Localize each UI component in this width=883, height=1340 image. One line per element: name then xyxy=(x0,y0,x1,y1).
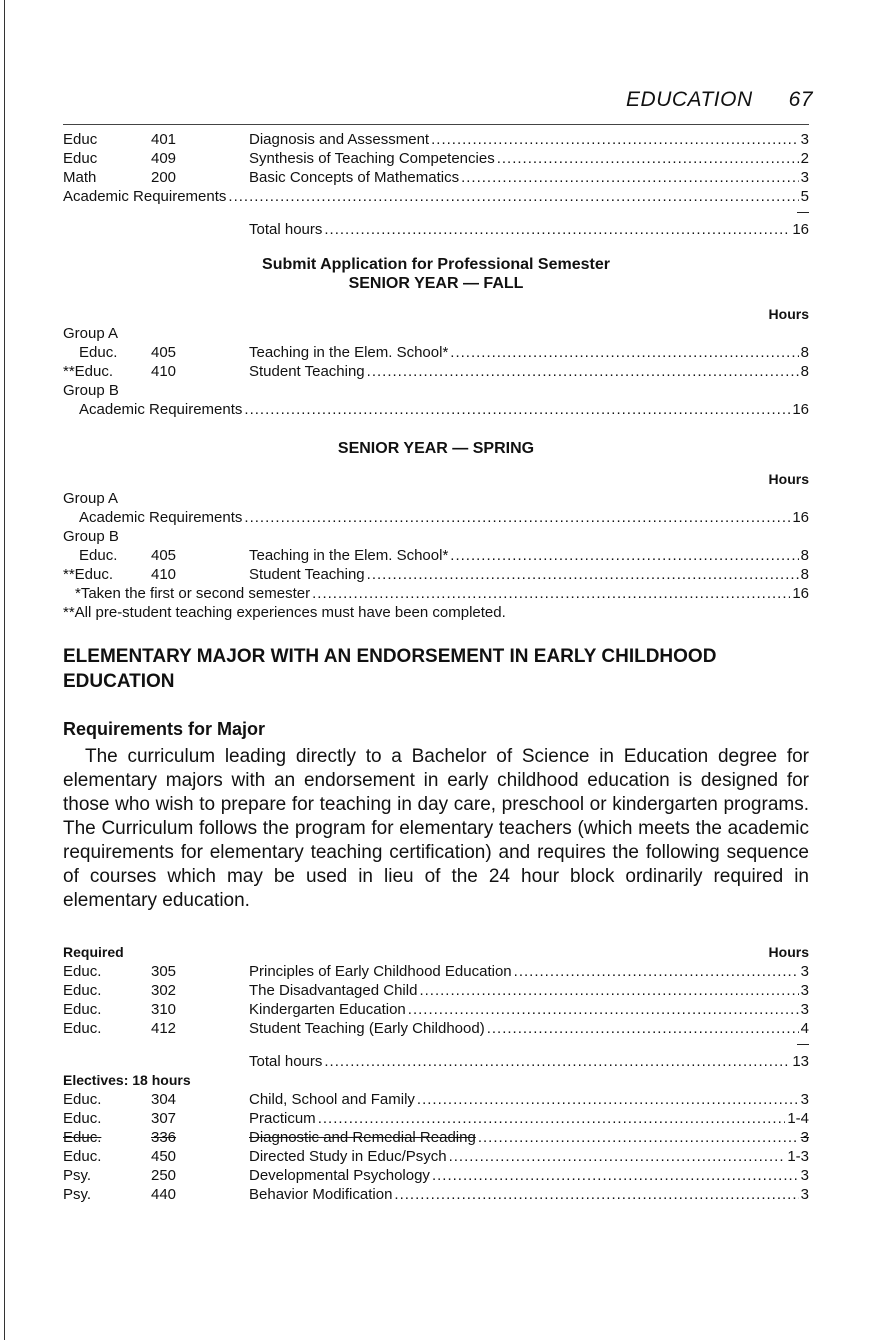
course-row xyxy=(63,1000,809,1019)
required-header-row xyxy=(63,943,809,962)
academic-label: Academic Requirements xyxy=(79,509,243,526)
course-title: Developmental Psychology xyxy=(249,1167,430,1184)
course-row xyxy=(63,565,809,584)
course-title: Diagnostic and Remedial Reading xyxy=(249,1129,476,1146)
course-title: Practicum xyxy=(249,1110,316,1127)
course-number: 304 xyxy=(151,1091,177,1108)
course-row xyxy=(63,149,809,168)
course-hours: 3 xyxy=(800,1167,809,1184)
course-title: Principles of Early Childhood Education xyxy=(249,963,512,980)
hours-column-label: Hours xyxy=(768,944,809,960)
course-number: 405 xyxy=(151,547,177,564)
course-number: 440 xyxy=(151,1186,177,1203)
course-number: 409 xyxy=(151,150,177,167)
top-course-list xyxy=(63,130,809,239)
course-title: Diagnosis and Assessment xyxy=(249,131,430,148)
course-number: 310 xyxy=(151,1001,177,1018)
course-subject: Educ xyxy=(63,150,98,167)
course-hours: 2 xyxy=(800,150,809,167)
required-label: Required xyxy=(63,944,124,960)
course-subject: Psy. xyxy=(63,1167,92,1184)
course-number: 250 xyxy=(151,1167,177,1184)
group-a-label: Group A xyxy=(63,325,119,342)
course-number: 410 xyxy=(151,566,177,583)
course-row xyxy=(63,362,809,381)
course-hours: 3 xyxy=(800,982,809,999)
total-hours-row xyxy=(63,220,809,239)
academic-label: Academic Requirements xyxy=(63,188,227,205)
course-subject: Educ. xyxy=(63,1129,102,1146)
course-number: 405 xyxy=(151,344,177,361)
running-header xyxy=(626,88,813,112)
electives-label: Electives: 18 hours xyxy=(63,1072,191,1088)
course-title: The Disadvantaged Child xyxy=(249,982,418,999)
course-title: Teaching in the Elem. School* xyxy=(249,547,449,564)
sum-dash xyxy=(63,206,809,220)
course-title: Child, School and Family xyxy=(249,1091,415,1108)
course-number: 302 xyxy=(151,982,177,999)
course-number: 412 xyxy=(151,1020,177,1037)
requirements-title: Requirements for Major xyxy=(63,719,266,739)
course-title: Kindergarten Education xyxy=(249,1001,406,1018)
course-title: Synthesis of Teaching Competencies xyxy=(249,150,495,167)
course-subject: Educ. xyxy=(63,982,102,999)
course-subject: Psy. xyxy=(63,1186,92,1203)
header-title: EDUCATION xyxy=(626,88,753,111)
page-number: 67 xyxy=(788,88,813,111)
course-row-struck xyxy=(63,1128,809,1147)
course-row xyxy=(63,343,809,362)
course-row xyxy=(63,962,809,981)
course-hours: 8 xyxy=(800,566,809,583)
academic-hours: 16 xyxy=(792,509,809,526)
hours-column-label: Hours xyxy=(768,306,809,322)
footnote-hours: 16 xyxy=(792,585,809,602)
academic-hours: 16 xyxy=(792,401,809,418)
course-hours: 1-4 xyxy=(787,1110,809,1127)
course-hours: 3 xyxy=(800,1001,809,1018)
total-hours: 13 xyxy=(792,1053,809,1070)
course-subject: Educ. xyxy=(79,344,118,361)
page-edge-line xyxy=(4,0,5,1340)
senior-fall-heading: SENIOR YEAR — FALL xyxy=(348,275,524,292)
header-rule xyxy=(63,124,809,125)
course-title: Directed Study in Educ/Psych xyxy=(249,1148,447,1165)
major-title: ELEMENTARY MAJOR WITH AN ENDORSEMENT IN EARLY CHILDHOOD EDUCATION xyxy=(63,646,717,692)
course-hours: 3 xyxy=(800,963,809,980)
course-subject: Educ. xyxy=(63,1091,102,1108)
electives-header-row xyxy=(63,1071,809,1090)
course-row xyxy=(63,1090,809,1109)
course-hours: 8 xyxy=(800,363,809,380)
group-label xyxy=(63,527,809,546)
course-row xyxy=(63,168,809,187)
page-body xyxy=(63,130,809,1204)
group-label xyxy=(63,324,809,343)
course-hours: 3 xyxy=(800,131,809,148)
group-b-label: Group B xyxy=(63,382,119,399)
group-b-label: Group B xyxy=(63,528,119,545)
submit-application-heading: Submit Application for Professional Semester xyxy=(262,256,610,273)
group-a-label: Group A xyxy=(63,490,119,507)
footnote-row xyxy=(63,584,809,603)
academic-requirements-row xyxy=(63,508,809,527)
footnote-double-asterisk: **All pre-student teaching experiences must have been completed. xyxy=(63,604,506,621)
course-subject: **Educ. xyxy=(63,566,114,583)
course-number: 200 xyxy=(151,169,177,186)
academic-requirements-row xyxy=(63,187,809,206)
course-hours: 3 xyxy=(800,1129,809,1146)
academic-hours: 5 xyxy=(800,188,809,205)
course-row xyxy=(63,1166,809,1185)
course-number: 450 xyxy=(151,1148,177,1165)
course-title: Student Teaching xyxy=(249,363,365,380)
course-number: 305 xyxy=(151,963,177,980)
course-subject: Educ. xyxy=(63,1020,102,1037)
total-hours: 16 xyxy=(792,221,809,238)
course-subject: Educ xyxy=(63,131,98,148)
course-subject: Educ. xyxy=(79,547,118,564)
course-row xyxy=(63,981,809,1000)
course-row xyxy=(63,546,809,565)
course-subject: **Educ. xyxy=(63,363,114,380)
course-number: 401 xyxy=(151,131,177,148)
total-label: Total hours xyxy=(249,1053,323,1070)
course-hours: 3 xyxy=(800,169,809,186)
course-subject: Math xyxy=(63,169,97,186)
course-title: Student Teaching xyxy=(249,566,365,583)
course-row xyxy=(63,1019,809,1038)
course-row xyxy=(63,1185,809,1204)
course-number: 410 xyxy=(151,363,177,380)
curriculum-paragraph: The curriculum leading directly to a Bachelor of Science in Education degree for elementary majors with an endorsement in early childhood education is designed for those who wish to prepare for teaching in day care, preschool or kindergarten programs. The Curriculum follows the program for elementary teachers (which meets the academic requirements for elementary teaching certification) and requires the following sequence of courses which may be used in lieu of the 24 hour block ordinarily required in elementary education. xyxy=(63,746,809,911)
sum-dash xyxy=(63,1038,809,1052)
course-title: Behavior Modification xyxy=(249,1186,393,1203)
footnote-single-asterisk: *Taken the first or second semester xyxy=(75,585,311,602)
course-row xyxy=(63,1147,809,1166)
total-label: Total hours xyxy=(249,221,323,238)
course-hours: 3 xyxy=(800,1091,809,1108)
total-hours-row xyxy=(63,1052,809,1071)
academic-requirements-row xyxy=(63,400,809,419)
academic-label: Academic Requirements xyxy=(79,401,243,418)
course-subject: Educ. xyxy=(63,963,102,980)
course-number: 307 xyxy=(151,1110,177,1127)
course-hours: 4 xyxy=(800,1020,809,1037)
group-label xyxy=(63,489,809,508)
course-title: Teaching in the Elem. School* xyxy=(249,344,449,361)
course-subject: Educ. xyxy=(63,1110,102,1127)
course-subject: Educ. xyxy=(63,1148,102,1165)
course-subject: Educ. xyxy=(63,1001,102,1018)
course-hours: 8 xyxy=(800,547,809,564)
course-title: Student Teaching (Early Childhood) xyxy=(249,1020,485,1037)
course-title: Basic Concepts of Mathematics xyxy=(249,169,460,186)
course-hours: 1-3 xyxy=(787,1148,809,1165)
course-row xyxy=(63,1109,809,1128)
course-hours: 3 xyxy=(800,1186,809,1203)
course-hours: 8 xyxy=(800,344,809,361)
senior-spring-heading: SENIOR YEAR — SPRING xyxy=(337,440,535,457)
course-row xyxy=(63,130,809,149)
hours-column-label: Hours xyxy=(768,471,809,487)
group-label xyxy=(63,381,809,400)
course-number: 336 xyxy=(151,1129,177,1146)
